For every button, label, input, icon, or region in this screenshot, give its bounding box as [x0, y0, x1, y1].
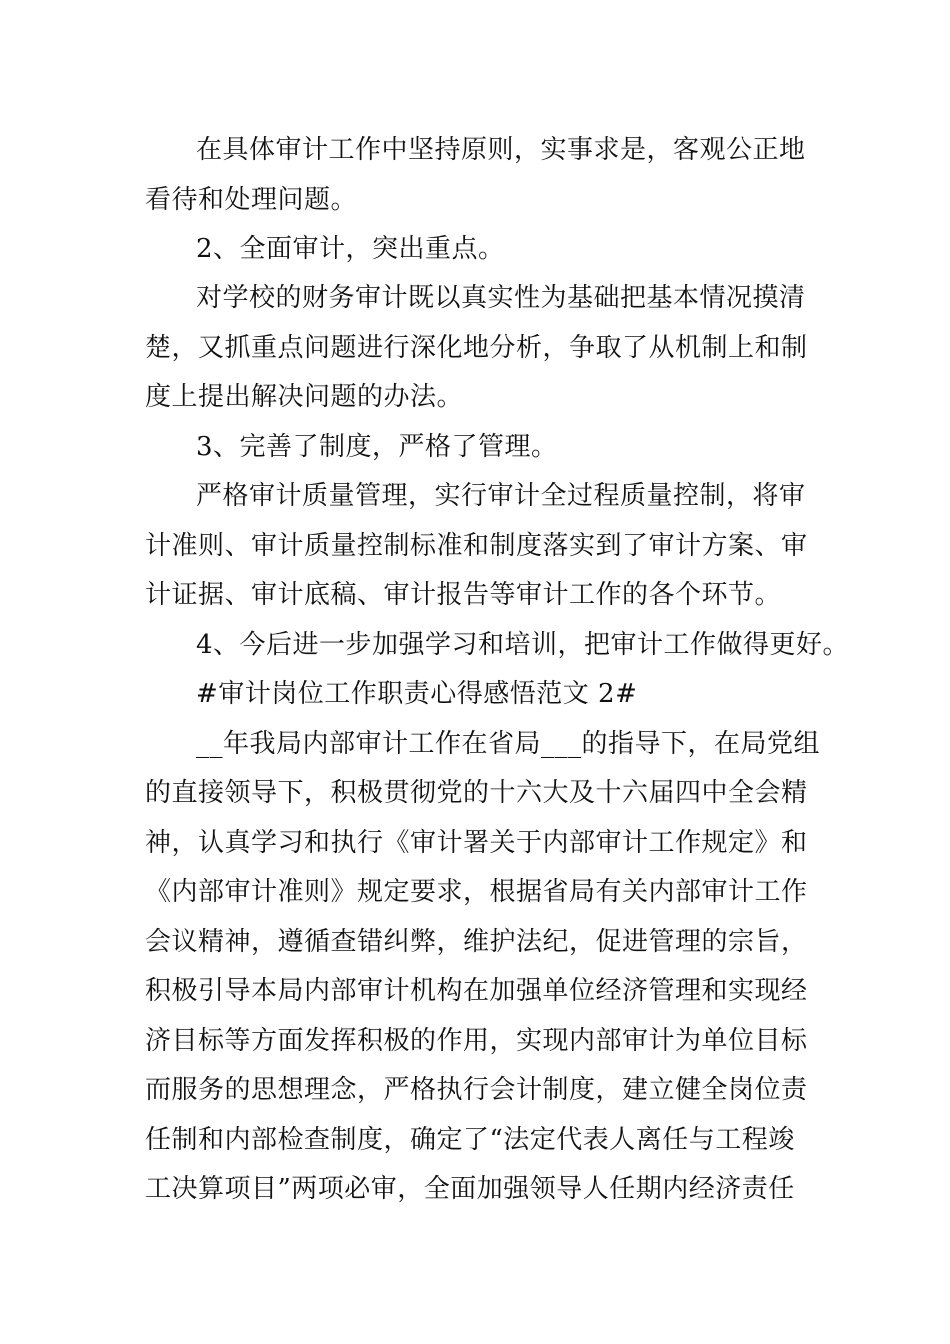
paragraph-line: 而服务的思想理念，严格执行会计制度，建立健全岗位责 [145, 1075, 808, 1105]
paragraph-line: 计证据、审计底稿、审计报告等审计工作的各个环节。 [145, 580, 782, 610]
paragraph-line: 任制和内部检查制度，确定了“法定代表人离任与工程竣 [145, 1125, 795, 1155]
section-heading: 2、全面审计，突出重点。 [196, 234, 505, 264]
paragraph-line: 济目标等方面发挥积极的作用，实现内部审计为单位目标 [145, 1026, 808, 1056]
paragraph-line: 会议精神，遵循查错纠弊，维护法纪，促进管理的宗旨， [145, 927, 808, 957]
section-heading: 4、今后进一步加强学习和培训，把审计工作做得更好。 [196, 630, 850, 660]
paragraph-line: 看待和处理问题。 [145, 185, 358, 215]
paragraph-line: 计准则、审计质量控制标准和制度落实到了审计方案、审 [145, 531, 808, 561]
paragraph-line: 工决算项目”两项必审，全面加强领导人任期内经济责任 [145, 1174, 795, 1204]
paragraph-line: 的直接领导下，积极贯彻党的十六大及十六届四中全会精 [145, 778, 808, 808]
paragraph-line: 度上提出解决问题的办法。 [145, 382, 464, 412]
paragraph-line: 对学校的财务审计既以真实性为基础把基本情况摸清 [196, 283, 806, 313]
paragraph-line: 严格审计质量管理，实行审计全过程质量控制，将审 [196, 481, 806, 511]
article-title: #审计岗位工作职责心得感悟范文 2# [196, 679, 638, 709]
paragraph-line: 神，认真学习和执行《审计署关于内部审计工作规定》和 [145, 828, 808, 858]
paragraph-line: 在具体审计工作中坚持原则，实事求是，客观公正地 [196, 135, 806, 165]
paragraph-line: 积极引导本局内部审计机构在加强单位经济管理和实现经 [145, 976, 808, 1006]
paragraph-line: 楚，又抓重点问题进行深化地分析，争取了从机制上和制 [145, 333, 808, 363]
section-heading: 3、完善了制度，严格了管理。 [196, 432, 558, 462]
paragraph-line: __年我局内部审计工作在省局___的指导下，在局党组 [196, 729, 821, 759]
paragraph-line: 《内部审计准则》规定要求，根据省局有关内部审计工作 [145, 877, 808, 907]
